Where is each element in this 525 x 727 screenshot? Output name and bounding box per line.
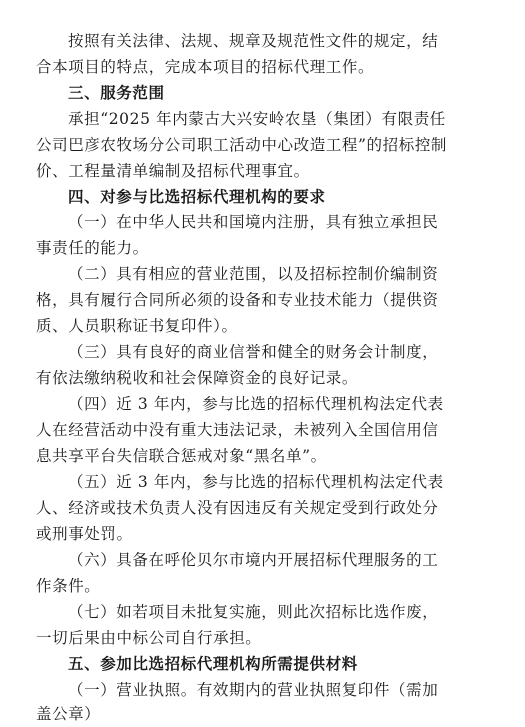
paragraph-line: 合本项目的特点，完成本项目的招标代理工作。 <box>36 58 375 76</box>
paragraph-line: （一）营业执照。有效期内的营业执照复印件（需加 <box>68 681 439 699</box>
paragraph-line: 有依法缴纳税收和社会保障资金的良好记录。 <box>36 369 359 387</box>
section-heading-materials: 五、参加比选招标代理机构所需提供材料 <box>68 655 358 673</box>
paragraph-line: 人、经济或技术负责人没有因违反有关规定受到行政处分 <box>36 499 439 517</box>
paragraph-line: 质、人员职称证书复印件）。 <box>36 317 238 335</box>
paragraph-line: （六）具备在呼伦贝尔市境内开展招标代理服务的工 <box>68 551 439 569</box>
paragraph-line: （二）具有相应的营业范围，以及招标控制价编制资 <box>68 265 439 283</box>
paragraph-line: 或刑事处罚。 <box>36 525 133 543</box>
paragraph-line: （一）在中华人民共和国境内注册，具有独立承担民 <box>68 213 439 231</box>
paragraph-line: 息共享平台失信联合惩戒对象“黑名单”。 <box>36 447 327 465</box>
paragraph-line: （三）具有良好的商业信誉和健全的财务会计制度， <box>68 343 439 361</box>
paragraph-line: （四）近 3 年内，参与比选的招标代理机构法定代表 <box>68 395 444 413</box>
paragraph-line: 按照有关法律、法规、规章及规范性文件的规定，结 <box>68 32 439 50</box>
section-heading-service-scope: 三、服务范围 <box>68 84 165 102</box>
paragraph-line: 价、工程量清单编制及招标代理事宜。 <box>36 162 310 180</box>
section-heading-requirements: 四、对参与比选招标代理机构的要求 <box>68 188 326 206</box>
paragraph-line: 作条件。 <box>36 577 101 595</box>
paragraph-line: 人在经营活动中没有重大违法记录，未被列入全国信用信 <box>36 421 439 439</box>
paragraph-line: （七）如若项目未批复实施，则此次招标比选作废， <box>68 603 439 621</box>
paragraph-line: （五）近 3 年内，参与比选的招标代理机构法定代表 <box>68 473 444 491</box>
paragraph-line: 事责任的能力。 <box>36 239 149 257</box>
paragraph-line: 格，具有履行合同所必须的设备和专业技术能力（提供资 <box>36 291 439 309</box>
paragraph-line: 盖公章） <box>36 705 101 723</box>
paragraph-line: 公司巴彦农牧场分公司职工活动中心改造工程”的招标控制 <box>36 136 448 154</box>
paragraph-line: 一切后果由中标公司自行承担。 <box>36 629 262 647</box>
paragraph-line: 承担“2025 年内蒙古大兴安岭农垦（集团）有限责任 <box>68 110 446 128</box>
